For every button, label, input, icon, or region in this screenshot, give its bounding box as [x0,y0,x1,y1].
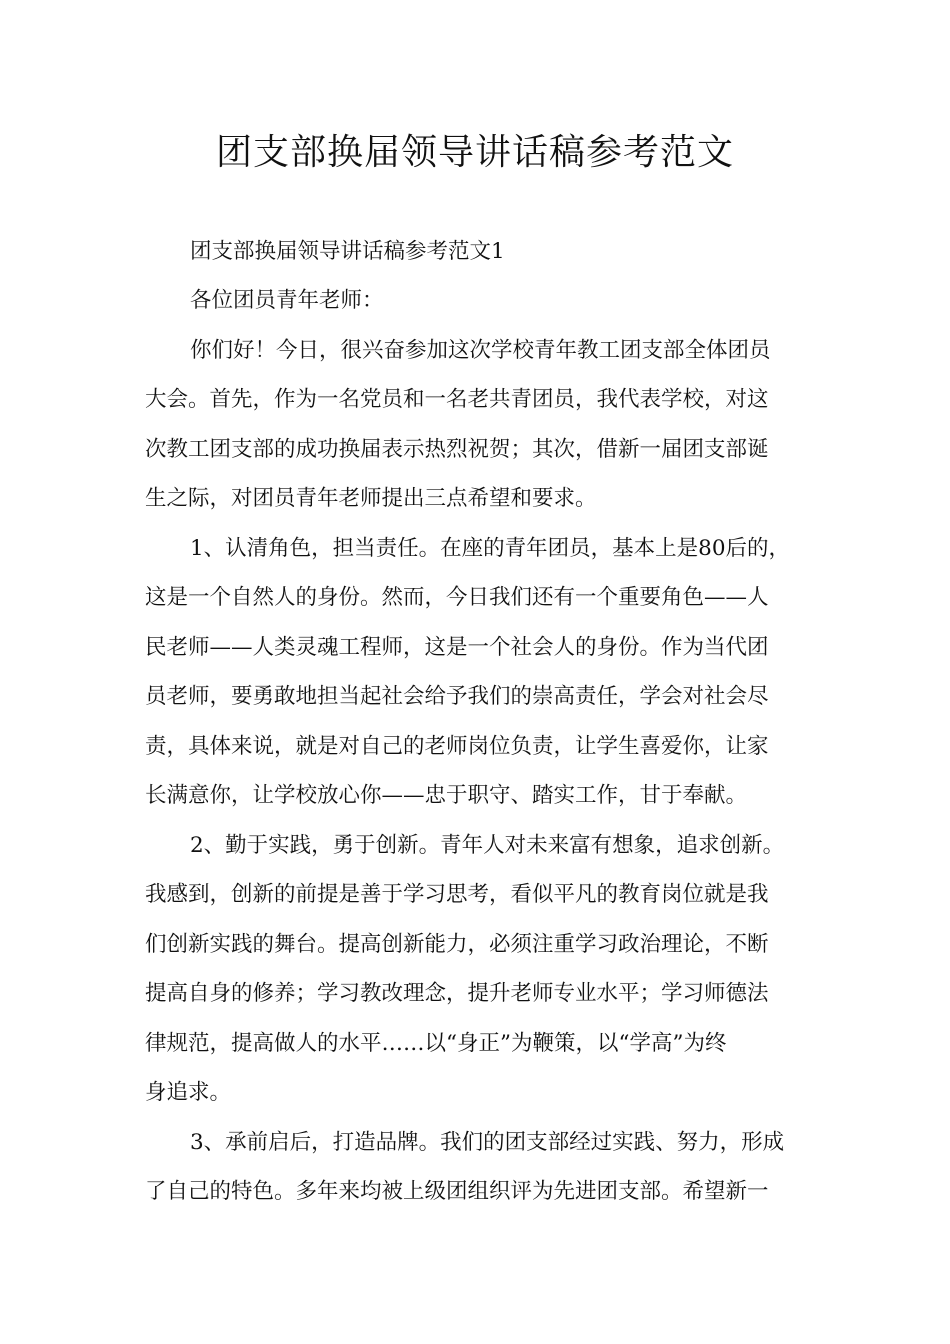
text-line: 员老师，要勇敢地担当起社会给予我们的崇高责任，学会对社会尽 [145,684,769,709]
document-title: 团支部换届领导讲话稿参考范文 [215,132,734,173]
text-line: 这是一个自然人的身份。然而，今日我们还有一个重要角色——人 [145,585,769,610]
text-line: 身追求。 [145,1080,232,1105]
text-line: 1、认清角色，担当责任。在座的青年团员，基本上是80后的， [190,536,791,561]
text-line: 了自己的特色。多年来均被上级团组织评为先进团支部。希望新一 [145,1179,769,1204]
text-line: 3、承前启后，打造品牌。我们的团支部经过实践、努力，形成 [190,1130,785,1155]
text-line: 你们好！今日，很兴奋参加这次学校青年教工团支部全体团员 [190,338,771,363]
text-line: 长满意你，让学校放心你——忠于职守、踏实工作，甘于奉献。 [145,783,748,808]
text-line: 们创新实践的舞台。提高创新能力，必须注重学习政治理论，不断 [145,932,769,957]
subtitle-line: 团支部换届领导讲话稿参考范文1 [190,239,505,264]
text-line: 次教工团支部的成功换届表示热烈祝贺；其次，借新一届团支部诞 [145,437,769,462]
text-line: 我感到，创新的前提是善于学习思考，看似平凡的教育岗位就是我 [145,882,769,907]
text-line: 民老师——人类灵魂工程师，这是一个社会人的身份。作为当代团 [145,635,769,660]
text-line: 责，具体来说，就是对自己的老师岗位负责，让学生喜爱你，让家 [145,734,769,759]
salutation-line: 各位团员青年老师： [190,288,384,313]
text-line: 2、勤于实践，勇于创新。青年人对未来富有想象，追求创新。 [190,833,785,858]
text-line: 生之际，对团员青年老师提出三点希望和要求。 [145,486,597,511]
text-line: 提高自身的修养；学习教改理念，提升老师专业水平；学习师德法 [145,981,769,1006]
text-line: 律规范，提高做人的水平……以“身正”为鞭策，以“学高”为终 [145,1031,727,1056]
text-line: 大会。首先，作为一名党员和一名老共青团员，我代表学校，对这 [145,387,769,412]
